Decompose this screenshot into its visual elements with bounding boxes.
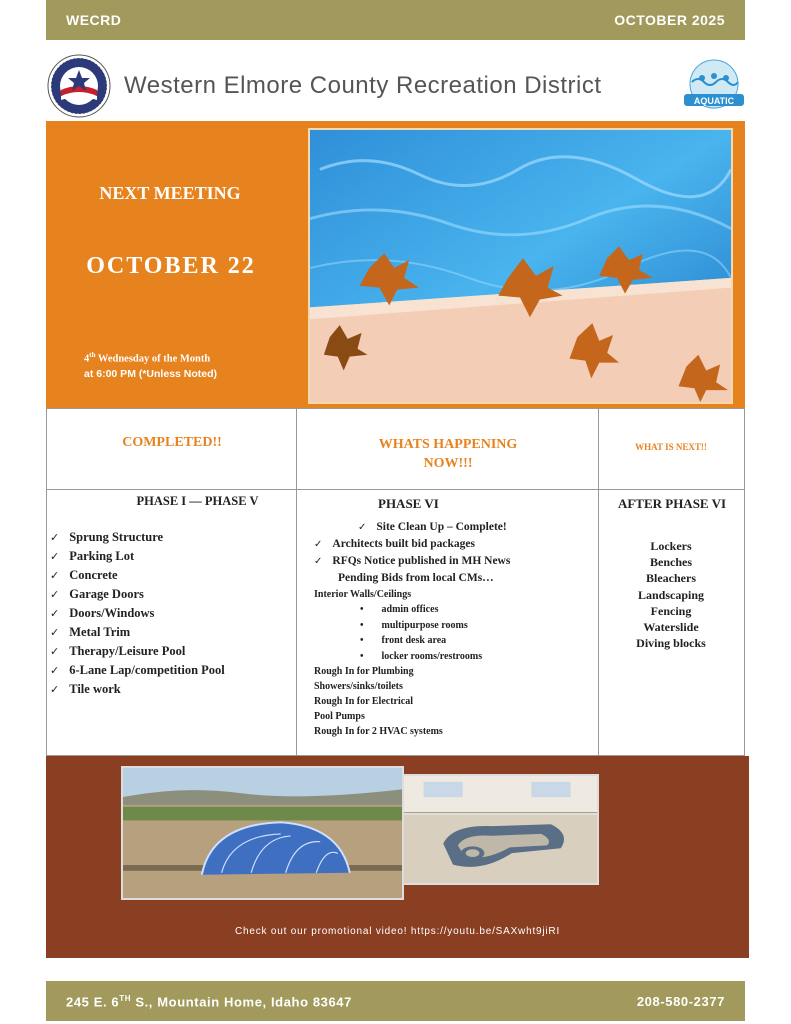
table-divider	[46, 489, 745, 490]
phone-number: 208-580-2377	[636, 994, 725, 1009]
table-divider	[598, 408, 599, 756]
completed-header: COMPLETED!!	[122, 435, 222, 450]
list-item: ✓ Site Clean Up – Complete!	[314, 519, 596, 536]
list-item: Showers/sinks/toilets	[314, 681, 403, 692]
list-item: ✓ Parking Lot	[50, 547, 290, 566]
list-item: ✓ Doors/Windows	[50, 604, 290, 623]
address-suffix: TH	[119, 994, 132, 1003]
list-item: ✓ RFQs Notice published in MH News	[314, 553, 596, 570]
next-meeting-label: NEXT MEETING	[99, 183, 241, 203]
meeting-day-text: Wednesday of the Month	[95, 353, 211, 365]
happening-now-header-line1: WHATS HAPPENING	[378, 437, 518, 452]
list-item: • front desk area	[314, 633, 596, 649]
district-seal-logo	[47, 54, 111, 118]
list-item: Rough In for Plumbing	[314, 666, 414, 677]
list-item: Benches	[650, 555, 692, 570]
list-item: ✓ Metal Trim	[50, 623, 290, 642]
happening-now-header	[300, 435, 596, 473]
current-phase-title: PHASE VI	[378, 496, 439, 511]
list-item: ✓ Sprung Structure	[50, 528, 290, 547]
list-item: Landscaping	[637, 587, 705, 602]
organization-name: Western Elmore County Recreation District	[124, 72, 602, 99]
list-item: ✓ Garage Doors	[50, 585, 290, 604]
issue-date: OCTOBER 2025	[614, 12, 725, 28]
list-item: Fencing	[650, 603, 692, 618]
list-item: Waterslide	[643, 620, 699, 635]
list-item: ✓ 6-Lane Lap/competition Pool	[50, 661, 290, 680]
list-item: ✓ Therapy/Leisure Pool	[50, 642, 290, 661]
what-is-next-header: WHAT IS NEXT!!	[635, 442, 707, 452]
completed-list	[50, 528, 290, 699]
list-item: Lockers	[650, 539, 692, 553]
meeting-day-num: 4	[84, 353, 90, 365]
list-item: Pool Pumps	[314, 711, 365, 722]
list-item: • locker rooms/restrooms	[314, 649, 596, 665]
aquatic-logo-text: AQUATIC	[693, 96, 735, 106]
meeting-schedule-note	[84, 348, 264, 381]
list-item: ✓ Architects built bid packages	[314, 536, 596, 553]
org-abbreviation: WECRD	[66, 12, 122, 28]
list-item: Interior Walls/Ceilings	[314, 589, 412, 600]
address-street: S., Mountain Home, Idaho 83647	[131, 994, 352, 1010]
next-meeting-date: OCTOBER 22	[86, 253, 256, 279]
list-item: Diving blocks	[636, 636, 706, 651]
top-banner	[46, 0, 745, 40]
list-item: ✓ Concrete	[50, 566, 290, 585]
list-item: • admin offices	[314, 602, 596, 618]
meeting-day-suffix: th	[89, 351, 96, 359]
list-item: Bleachers	[646, 571, 696, 586]
list-item: ✓ Tile work	[50, 680, 290, 699]
aquatic-center-logo	[678, 58, 750, 114]
address	[66, 994, 352, 1009]
list-item: Pending Bids from local CMs…	[338, 572, 494, 584]
interior-pool-photo	[402, 774, 599, 885]
happening-now-header-line2: NOW!!!	[423, 456, 473, 471]
footer-banner	[46, 981, 745, 1021]
list-item: Rough In for Electrical	[314, 696, 413, 707]
list-item: • multipurpose rooms	[314, 618, 596, 634]
address-number: 245 E. 6	[66, 994, 120, 1010]
list-item: Rough In for 2 HVAC systems	[314, 726, 443, 737]
next-phase-title: AFTER PHASE VI	[617, 496, 727, 511]
table-divider	[296, 408, 297, 756]
meeting-time: at 6:00 PM (*Unless Noted)	[84, 367, 218, 380]
aerial-facility-photo	[121, 766, 404, 900]
next-items-list	[600, 538, 742, 651]
pool-leaves-photo	[308, 128, 733, 404]
completed-phase-title: PHASE I — PHASE V	[136, 494, 259, 508]
current-work-list	[314, 519, 596, 739]
promo-video-link[interactable]: Check out our promotional video! https://youtu.be/SAXwht9jiRI	[234, 926, 561, 937]
